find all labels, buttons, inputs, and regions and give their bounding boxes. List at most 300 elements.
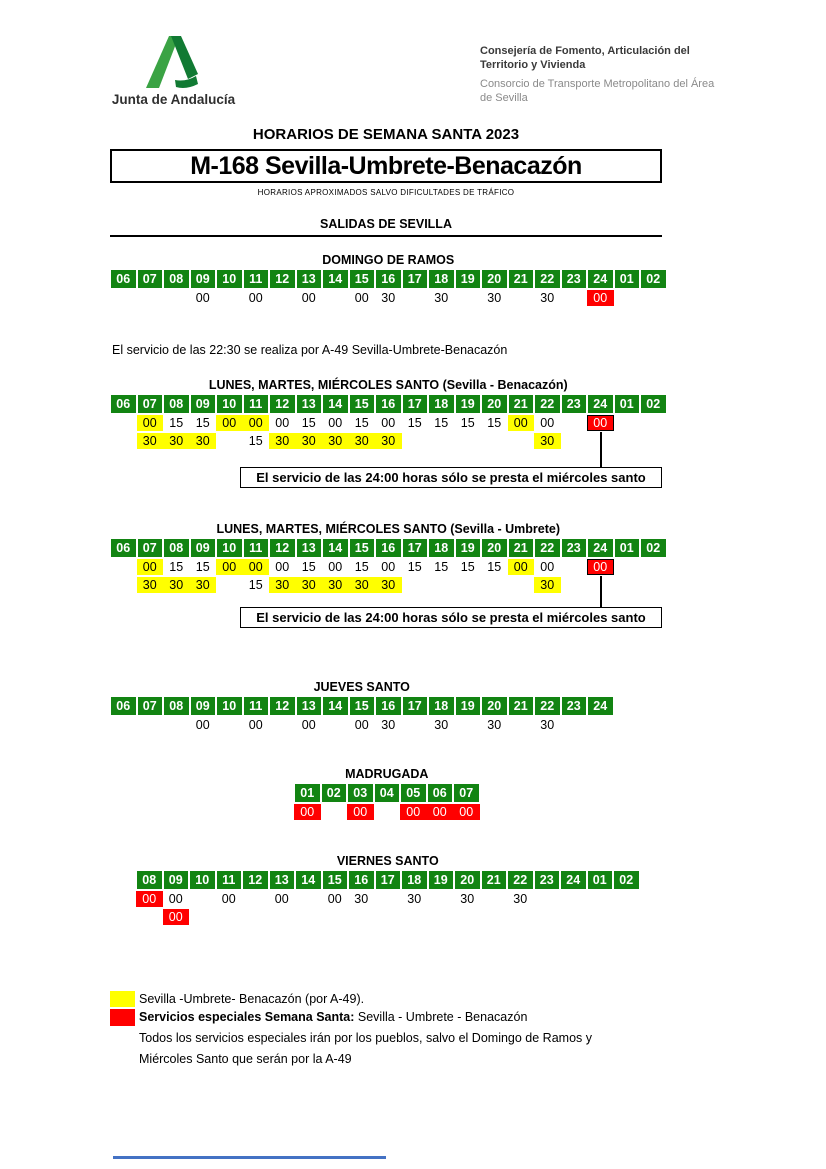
table-lunes-martes-miercoles-umbrete [110,521,667,595]
hour-cell: 21 [481,871,508,889]
empty-cell [375,909,402,925]
hour-cell: 20 [481,697,508,715]
minute-cell: 00 [301,291,316,305]
minute-cell: 00 [274,892,289,906]
section-underline [110,235,662,237]
minute-cell: 00 [354,718,369,732]
empty-cell [295,909,322,925]
empty-cell [640,577,667,593]
route-title-box: M-168 Sevilla-Umbrete-Benacazón [110,149,662,183]
hour-cell: 02 [640,539,667,557]
hour-cell: 20 [481,270,508,288]
minute-cell: 30 [322,577,349,593]
hour-cell: 08 [163,270,190,288]
hour-cell: 14 [322,270,349,288]
empty-cell [561,290,588,306]
hour-cell: 10 [216,697,243,715]
hour-cell: 13 [269,871,296,889]
minute-cell: 15 [195,560,210,574]
hour-cell: 07 [137,270,164,288]
hour-cell: 08 [163,697,190,715]
minute-cell: 00 [354,291,369,305]
empty-cell [269,290,296,306]
hour-cell: 14 [295,871,322,889]
empty-cell [110,415,137,431]
minute-cell: 00 [301,718,316,732]
minute-cell: 00 [137,415,164,431]
empty-cell [110,433,137,449]
hour-cell: 07 [137,395,164,413]
minute-cell: 00 [248,291,263,305]
hour-cell: 21 [508,395,535,413]
hour-cell: 22 [534,395,561,413]
minute-cell: 30 [163,433,190,449]
hour-cell: 01 [294,784,321,802]
hour-cell: 20 [481,539,508,557]
minute-cell: 15 [487,416,502,430]
hour-cell: 12 [269,697,296,715]
empty-cell [561,577,588,593]
note-2230: El servicio de las 22:30 se realiza por A-49 Sevilla-Umbrete-Benacazón [112,343,508,357]
hour-cell: 23 [561,697,588,715]
empty-cell [428,577,455,593]
hour-cell: 18 [428,395,455,413]
minute-cell: 15 [354,416,369,430]
empty-cell [613,891,640,907]
logo-caption: Junta de Andalucía [111,92,236,107]
hours-header-row [110,270,667,288]
hour-cell: 13 [296,539,323,557]
minute-cell: 15 [460,560,475,574]
hours-header-row [110,697,614,715]
note-box-24h-1: El servicio de las 24:00 horas sólo se presta el miércoles santo [240,467,662,488]
footer-blue-line [113,1156,386,1159]
minute-cell: 00 [275,416,290,430]
hour-cell: 21 [508,697,535,715]
page-title: HORARIOS DE SEMANA SANTA 2023 [252,126,520,143]
hour-cell: 21 [508,539,535,557]
hour-cell: 15 [349,697,376,715]
table-title: DOMINGO DE RAMOS [322,253,455,267]
hour-cell: 22 [507,871,534,889]
hour-cell: 15 [349,395,376,413]
minute-cell: 00 [294,804,321,820]
hour-cell: 02 [613,871,640,889]
empty-cell [455,433,482,449]
connector-line-2 [600,576,602,607]
table-title: LUNES, MARTES, MIÉRCOLES SANTO (Sevilla - Benacazón) [208,378,568,392]
minute-cell: 30 [190,577,217,593]
hour-cell: 18 [401,871,428,889]
hour-cell: 16 [375,539,402,557]
empty-cell [454,909,481,925]
empty-cell [137,717,164,733]
empty-cell [481,891,508,907]
table-viernes-santo [136,853,640,927]
hour-cell: 17 [402,395,429,413]
hour-cell: 12 [269,270,296,288]
minute-cell: 15 [195,416,210,430]
minute-cell: 15 [434,416,449,430]
hour-cell: 09 [163,871,190,889]
empty-cell [136,909,163,925]
hour-cell: 23 [534,871,561,889]
hour-cell: 08 [136,871,163,889]
note-box-24h-2: El servicio de las 24:00 horas sólo se presta el miércoles santo [240,607,662,628]
empty-cell [216,290,243,306]
hour-cell: 24 [587,697,614,715]
minute-cell: 00 [328,560,343,574]
minutes-row [136,909,640,925]
table-title: JUEVES SANTO [313,680,410,694]
minute-cell: 30 [269,433,296,449]
hour-cell: 12 [269,539,296,557]
empty-cell [402,433,429,449]
empty-cell [110,577,137,593]
org-line-2: Territorio y Vivienda [480,59,586,71]
hour-cell: 13 [296,395,323,413]
org-line-3: Consorcio de Transporte Metropolitano del Área [480,78,715,90]
empty-cell [614,290,641,306]
minute-cell: 15 [487,560,502,574]
empty-cell [402,577,429,593]
minute-cell: 00 [587,415,614,431]
empty-cell [322,909,349,925]
empty-cell [508,577,535,593]
hour-cell: 04 [374,784,401,802]
empty-cell [640,290,667,306]
minute-cell: 00 [540,416,555,430]
empty-cell [322,717,349,733]
legend-red-label-rest: Sevilla - Umbrete - Benacazón [354,1010,528,1024]
minutes-row [110,415,667,431]
empty-cell [455,577,482,593]
hour-cell: 17 [402,270,429,288]
empty-cell [322,290,349,306]
minute-cell: 00 [137,559,164,575]
hour-cell: 23 [561,395,588,413]
empty-cell [269,717,296,733]
minute-cell: 30 [487,291,502,305]
hour-cell: 06 [110,697,137,715]
minute-cell: 30 [534,433,561,449]
empty-cell [587,909,614,925]
minute-cell: 30 [349,577,376,593]
minute-cell: 30 [354,892,369,906]
minute-cell: 00 [508,415,535,431]
minute-cell: 15 [354,560,369,574]
minute-cell: 00 [216,415,243,431]
hour-cell: 16 [375,270,402,288]
hours-header-row [110,539,667,557]
empty-cell [375,891,402,907]
minute-cell: 30 [434,291,449,305]
empty-cell [163,290,190,306]
hour-cell: 06 [427,784,454,802]
empty-cell [560,909,587,925]
legend-yellow-label: Sevilla -Umbrete- Benacazón (por A-49). [139,992,365,1006]
hour-cell: 14 [322,395,349,413]
minute-cell: 30 [137,577,164,593]
hour-cell: 09 [190,539,217,557]
empty-cell [561,415,588,431]
legend-red-label-bold: Servicios especiales Semana Santa: [139,1010,355,1024]
empty-cell [189,909,216,925]
minutes-row [294,804,480,820]
minute-cell: 30 [349,433,376,449]
hour-cell: 09 [190,395,217,413]
empty-cell [507,909,534,925]
minute-cell: 00 [453,804,480,820]
minute-cell: 30 [487,718,502,732]
minute-cell: 30 [540,291,555,305]
minute-cell: 30 [540,718,555,732]
hour-cell: 10 [216,539,243,557]
empty-cell [110,717,137,733]
minute-cell: 00 [221,892,236,906]
hour-cell: 13 [296,697,323,715]
minute-cell: 00 [163,909,190,925]
section-title: SALIDAS DE SEVILLA [320,217,452,231]
hour-cell: 17 [402,539,429,557]
empty-cell [216,909,243,925]
hour-cell: 16 [375,395,402,413]
minute-cell: 30 [269,577,296,593]
empty-cell [508,717,535,733]
minute-cell: 15 [248,578,263,592]
empty-cell [560,891,587,907]
hours-header-row [294,784,480,802]
minute-cell: 30 [296,433,323,449]
minute-cell: 15 [460,416,475,430]
minute-cell: 00 [381,560,396,574]
minute-cell: 00 [243,559,270,575]
hours-header-row [110,395,667,413]
table-madrugada [294,766,480,822]
hour-cell: 23 [561,539,588,557]
minute-cell: 00 [328,416,343,430]
empty-cell [614,415,641,431]
empty-cell [455,717,482,733]
empty-cell [508,433,535,449]
org-line-1: Consejería de Fomento, Articulación del [480,45,690,57]
minutes-row [136,891,640,907]
minutes-row [110,290,667,306]
minute-cell: 30 [381,718,396,732]
hour-cell: 20 [454,871,481,889]
junta-de-andalucia-logo-icon [142,34,206,90]
minute-cell: 30 [296,577,323,593]
hours-header-row [136,871,640,889]
hour-cell: 19 [428,871,455,889]
empty-cell [401,909,428,925]
minute-cell: 00 [400,804,427,820]
minute-cell: 15 [301,416,316,430]
hour-cell: 19 [455,697,482,715]
minute-cell: 15 [248,434,263,448]
minute-cell: 00 [381,416,396,430]
hour-cell: 06 [110,395,137,413]
minute-cell: 30 [407,892,422,906]
hour-cell: 21 [508,270,535,288]
hour-cell: 17 [402,697,429,715]
empty-cell [587,891,614,907]
hour-cell: 15 [322,871,349,889]
empty-cell [640,415,667,431]
empty-cell [216,717,243,733]
empty-cell [614,559,641,575]
legend-extra-line-1: Todos los servicios especiales irán por los pueblos, salvo el Domingo de Ramos y [139,1031,592,1045]
empty-cell [614,433,641,449]
hour-cell: 10 [189,871,216,889]
hour-cell: 19 [455,270,482,288]
table-title: LUNES, MARTES, MIÉRCOLES SANTO (Sevilla - Umbrete) [216,522,561,536]
minute-cell: 30 [322,433,349,449]
minute-cell: 00 [327,892,342,906]
hour-cell: 22 [534,697,561,715]
minute-cell: 00 [168,892,183,906]
hour-cell: 16 [348,871,375,889]
empty-cell [269,909,296,925]
minute-cell: 30 [381,291,396,305]
hour-cell: 22 [534,270,561,288]
minute-cell: 30 [460,892,475,906]
minute-cell: 00 [243,415,270,431]
empty-cell [428,891,455,907]
hour-cell: 11 [243,697,270,715]
minutes-row [110,577,667,593]
minute-cell: 30 [375,577,402,593]
hour-cell: 01 [614,539,641,557]
connector-line-1 [600,432,602,467]
hour-cell: 01 [587,871,614,889]
minute-cell: 00 [347,804,374,820]
minute-cell: 00 [508,559,535,575]
empty-cell [110,559,137,575]
hour-cell: 11 [243,270,270,288]
empty-cell [321,804,348,820]
minute-cell: 15 [169,560,184,574]
hour-cell: 16 [375,697,402,715]
hour-cell: 09 [190,270,217,288]
hour-cell: 08 [163,395,190,413]
minute-cell: 30 [375,433,402,449]
empty-cell [402,290,429,306]
minutes-row [110,433,667,449]
hour-cell: 01 [614,395,641,413]
empty-cell [348,909,375,925]
minute-cell: 00 [216,559,243,575]
minute-cell: 00 [195,291,210,305]
minute-cell: 15 [301,560,316,574]
legend-red-label [139,1009,527,1026]
hour-cell: 02 [321,784,348,802]
empty-cell [534,909,561,925]
empty-cell [216,577,243,593]
org-line-4: de Sevilla [480,92,528,104]
hour-cell: 11 [216,871,243,889]
legend-extra-line-2: Miércoles Santo que serán por la A-49 [139,1052,352,1066]
minutes-row [110,717,614,733]
minute-cell: 00 [248,718,263,732]
empty-cell [428,433,455,449]
empty-cell [640,559,667,575]
legend-red-swatch [110,1009,135,1026]
hour-cell: 13 [296,270,323,288]
route-subtitle: HORARIOS APROXIMADOS SALVO DIFICULTADES DE TRÁFICO [257,188,515,197]
hour-cell: 12 [242,871,269,889]
minute-cell: 30 [534,577,561,593]
hour-cell: 10 [216,395,243,413]
hour-cell: 02 [640,270,667,288]
hour-cell: 14 [322,539,349,557]
empty-cell [561,559,588,575]
hour-cell: 17 [375,871,402,889]
empty-cell [508,290,535,306]
empty-cell [428,909,455,925]
minute-cell: 30 [190,433,217,449]
empty-cell [640,433,667,449]
minute-cell: 00 [540,560,555,574]
hour-cell: 18 [428,697,455,715]
empty-cell [534,891,561,907]
minute-cell: 00 [427,804,454,820]
empty-cell [402,717,429,733]
empty-cell [374,804,401,820]
empty-cell [481,577,508,593]
hour-cell: 11 [243,395,270,413]
hour-cell: 09 [190,697,217,715]
hour-cell: 22 [534,539,561,557]
minutes-row [110,559,667,575]
minute-cell: 15 [407,416,422,430]
empty-cell [137,290,164,306]
hour-cell: 12 [269,395,296,413]
hour-cell: 06 [110,270,137,288]
hour-cell: 11 [243,539,270,557]
table-title: MADRUGADA [345,767,429,781]
minute-cell: 15 [407,560,422,574]
empty-cell [613,909,640,925]
hour-cell: 24 [587,539,614,557]
minute-cell: 00 [195,718,210,732]
empty-cell [242,891,269,907]
hour-cell: 03 [347,784,374,802]
legend-yellow-swatch [110,991,135,1007]
empty-cell [614,577,641,593]
minute-cell: 30 [513,892,528,906]
minute-cell: 15 [434,560,449,574]
minute-cell: 15 [169,416,184,430]
empty-cell [481,433,508,449]
hour-cell: 23 [561,270,588,288]
hour-cell: 24 [587,270,614,288]
empty-cell [587,717,614,733]
hour-cell: 02 [640,395,667,413]
hour-cell: 01 [614,270,641,288]
table-domingo-de-ramos [110,252,667,308]
hour-cell: 07 [137,539,164,557]
minute-cell: 30 [434,718,449,732]
hour-cell: 19 [455,539,482,557]
hour-cell: 24 [560,871,587,889]
empty-cell [561,717,588,733]
empty-cell [295,891,322,907]
hour-cell: 08 [163,539,190,557]
empty-cell [561,433,588,449]
minute-cell: 00 [587,559,614,575]
hour-cell: 06 [110,539,137,557]
